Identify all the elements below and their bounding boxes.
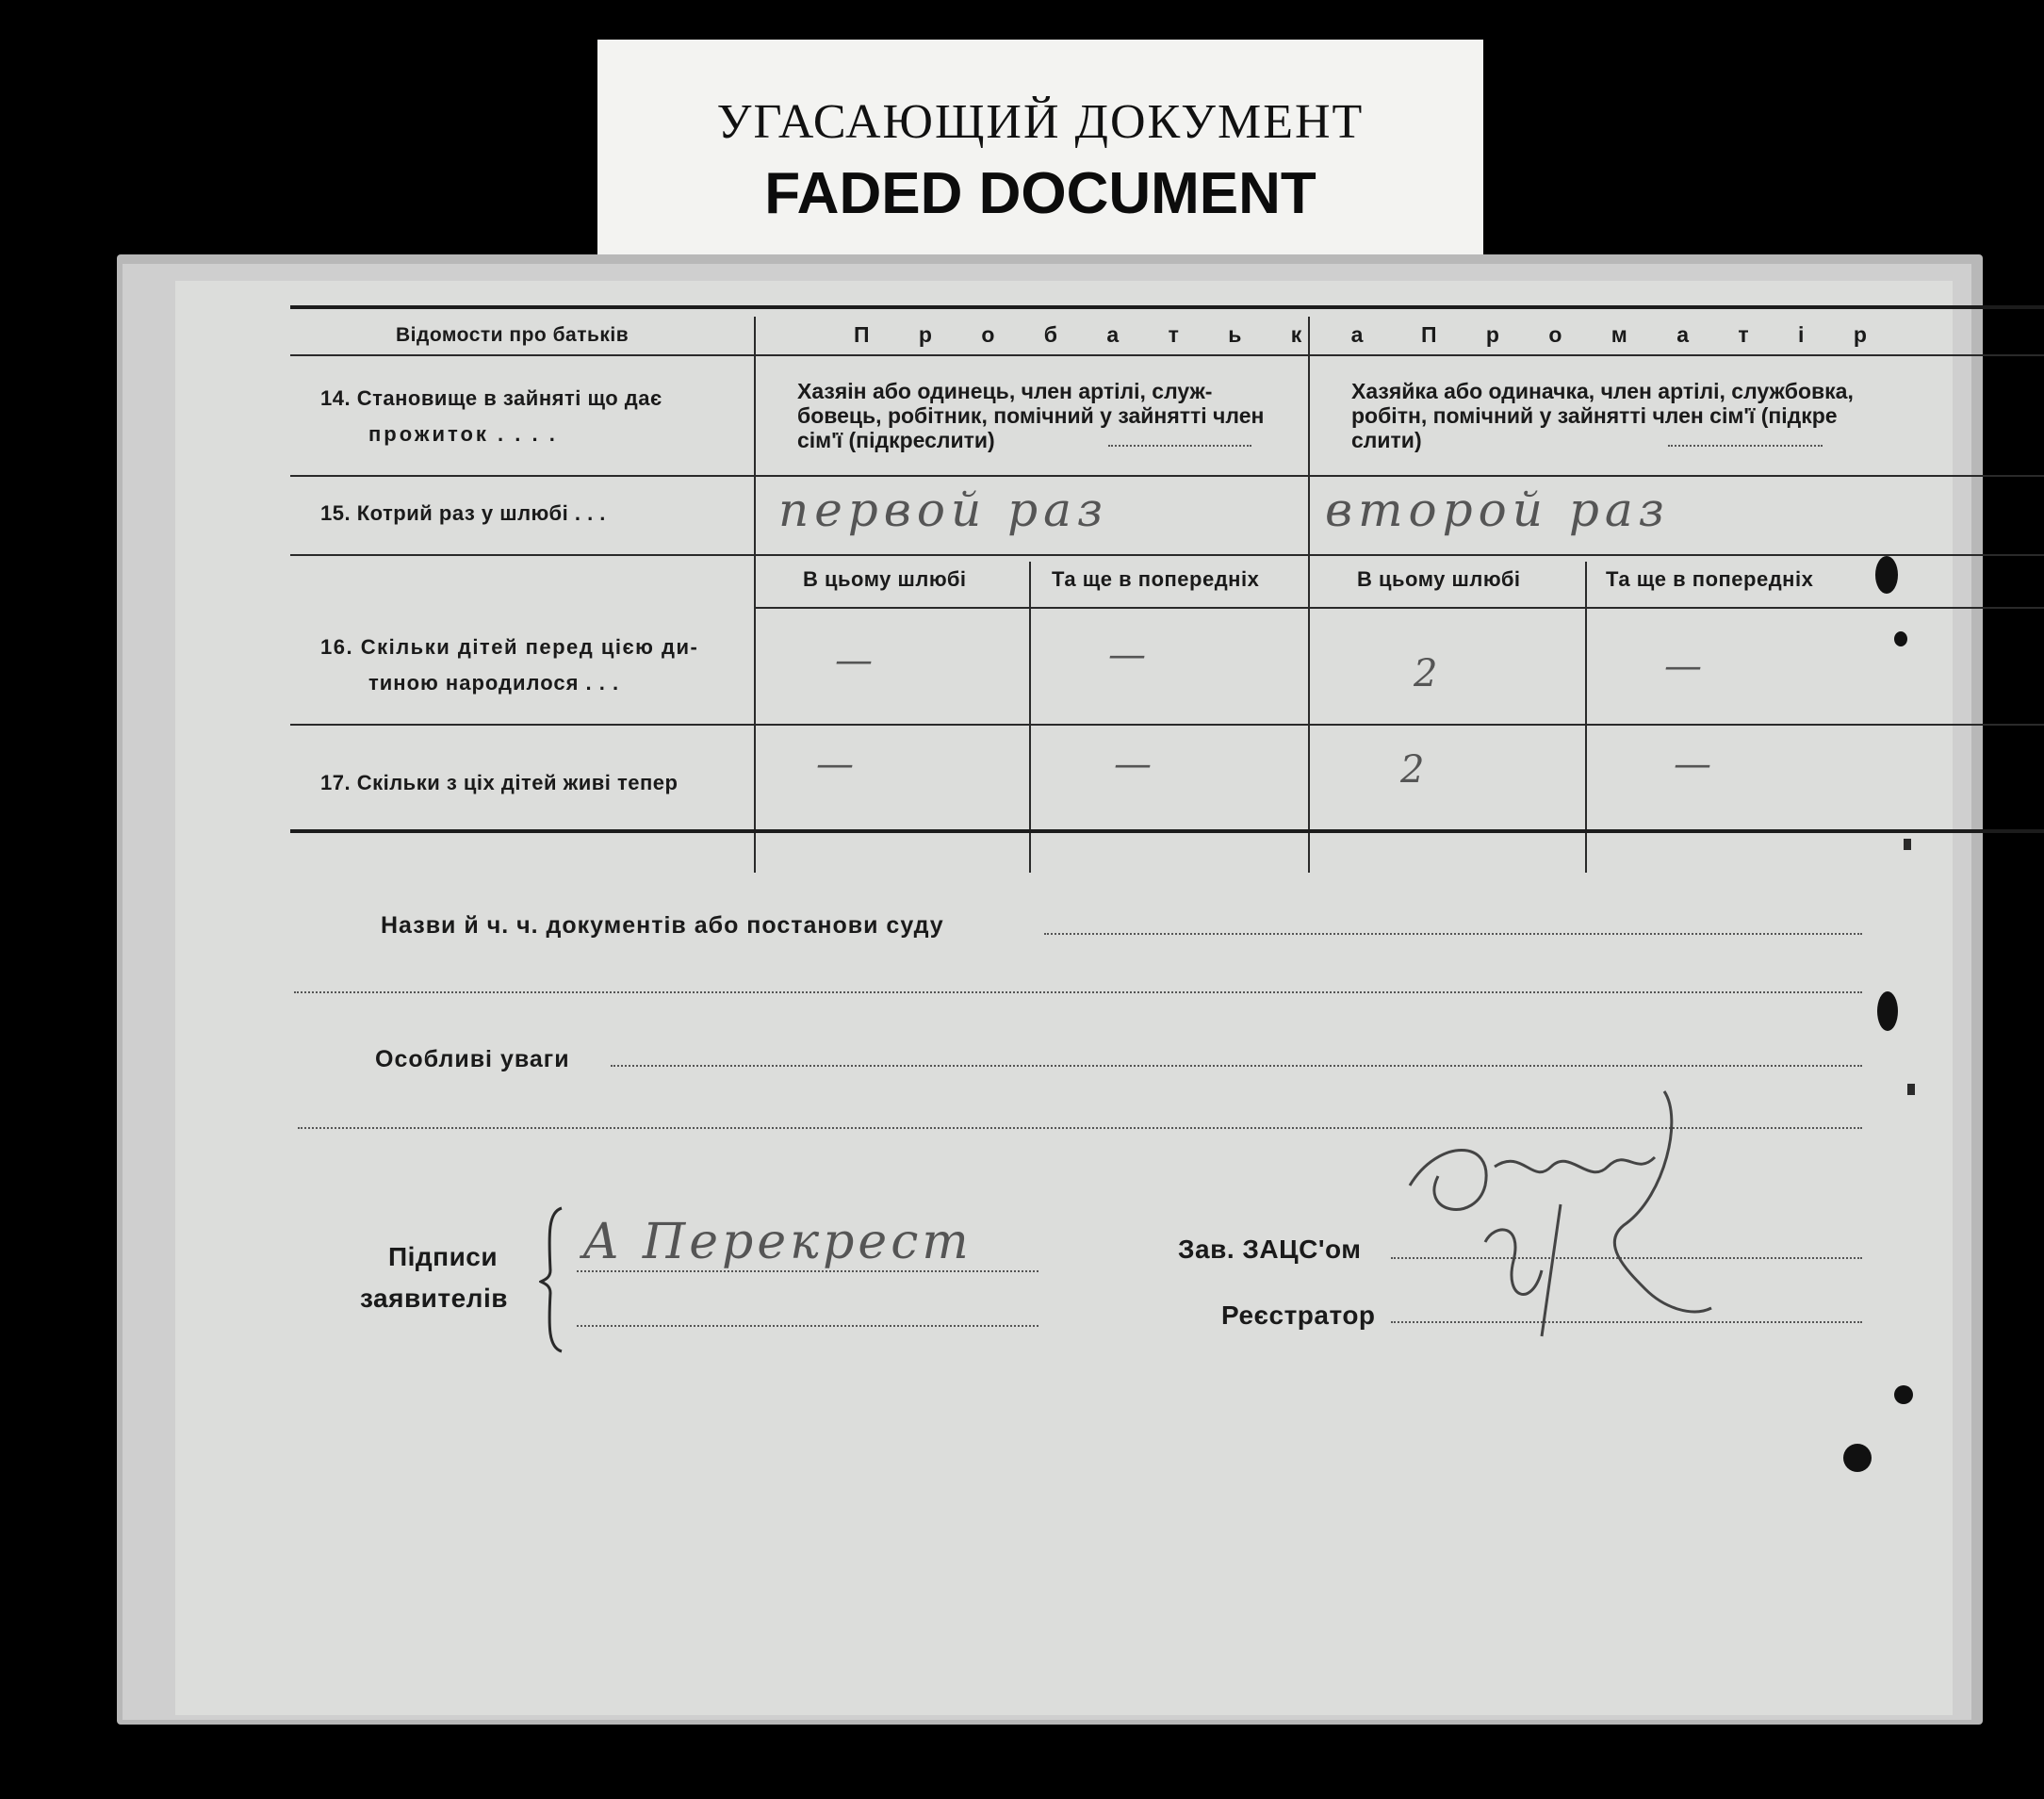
row15-mother-handwritten: второй раз xyxy=(1325,482,1670,537)
header-parents-info: Відомости про батьків xyxy=(396,324,630,346)
row14-father-options: Хазяін або одинець, член артілі, служ-бовець, робітник, помічний у зайнятті член сім'ї (підкреслити) xyxy=(797,379,1265,452)
row14-mother-fill-line xyxy=(1668,445,1823,447)
table-top-rule xyxy=(290,305,2044,309)
row16-father-prev: — xyxy=(1108,633,1146,677)
row14-father-fill-line xyxy=(1108,445,1251,447)
row15-father-handwritten: первой раз xyxy=(778,482,1109,537)
row17-father-this: — xyxy=(816,743,854,786)
col-separator-2 xyxy=(1308,317,1310,873)
faded-document-stamp xyxy=(597,40,1483,277)
subheader-father-prev: Та ще в попередніх xyxy=(1052,567,1260,591)
header-father: П р о б а т ь к а xyxy=(854,322,1377,347)
applicants-brace xyxy=(539,1204,567,1355)
header-mother: П р о м а т і р xyxy=(1421,322,1880,347)
row16-label-line1: 16. Скільки дітей перед цією ди- xyxy=(320,635,699,659)
subheader-bottom-rule xyxy=(754,607,2044,609)
binding-hole-1 xyxy=(1875,556,1898,594)
documents-second-line xyxy=(294,991,1862,993)
row14-label-line1: 14. Становище в зайняті що дає xyxy=(320,386,662,410)
row15-label: 15. Котрий раз у шлюбі . . . xyxy=(320,501,606,525)
stamp-english-text: FADED DOCUMENT xyxy=(764,161,1316,226)
row17-mother-prev: — xyxy=(1674,743,1711,786)
registrar-label: Реєстратор xyxy=(1221,1300,1376,1330)
row17-mother-this: 2 xyxy=(1400,748,1425,792)
edge-nick-2 xyxy=(1907,1084,1915,1095)
row15-bottom-rule xyxy=(290,554,2044,556)
row17-label: 17. Скільки з ціх дітей живі тепер xyxy=(320,771,679,794)
binding-hole-4 xyxy=(1894,1385,1913,1404)
edge-nick-1 xyxy=(1904,839,1911,850)
remarks-fill-line xyxy=(611,1065,1862,1067)
row16-bottom-rule xyxy=(290,724,2044,726)
documents-label: Назви й ч. ч. документів або постанови суду xyxy=(381,912,944,939)
remarks-label: Особливі уваги xyxy=(375,1046,570,1072)
subheader-mother-this: В цьому шлюбі xyxy=(1357,567,1521,591)
row16-mother-prev: — xyxy=(1664,645,1702,688)
binding-hole-3 xyxy=(1877,991,1898,1031)
stamp-russian-text: УГАСАЮЩИЙ ДОКУМЕНТ xyxy=(716,95,1365,149)
applicant-sign-line-2 xyxy=(577,1325,1038,1327)
col-separator-1 xyxy=(754,317,756,873)
binding-hole-2 xyxy=(1894,631,1907,646)
official-signature-mark xyxy=(1382,1082,1721,1355)
applicant-sign-line-1 xyxy=(577,1270,1038,1272)
registration-form-page xyxy=(175,281,1953,1715)
row16-father-this: — xyxy=(835,639,873,682)
row14-label-line2: прожиток . . . . xyxy=(368,422,558,446)
applicants-label-line1: Підписи xyxy=(388,1242,499,1271)
subheader-father-this: В цьому шлюбі xyxy=(803,567,967,591)
row14-bottom-rule xyxy=(290,475,2044,477)
head-zags-label: Зав. ЗАЦС'ом xyxy=(1178,1235,1362,1264)
row17-father-prev: — xyxy=(1114,743,1152,786)
row14-mother-options: Хазяйка або одиначка, член артілі, службовка, робітн, помічний у зайнятті член сім'ї (підкре слити) xyxy=(1351,379,1854,452)
row16-mother-this: 2 xyxy=(1414,652,1438,695)
header-bottom-rule xyxy=(290,354,2044,356)
table-bottom-rule xyxy=(290,829,2044,833)
row16-label-line2: тиною народилося . . . xyxy=(368,671,620,695)
subheader-mother-prev: Та ще в попередніх xyxy=(1606,567,1814,591)
binding-hole-5 xyxy=(1843,1444,1872,1472)
applicants-label-line2: заявителів xyxy=(360,1284,508,1313)
applicant-signature: А Перекрест xyxy=(582,1214,973,1270)
documents-fill-line xyxy=(1044,933,1862,935)
